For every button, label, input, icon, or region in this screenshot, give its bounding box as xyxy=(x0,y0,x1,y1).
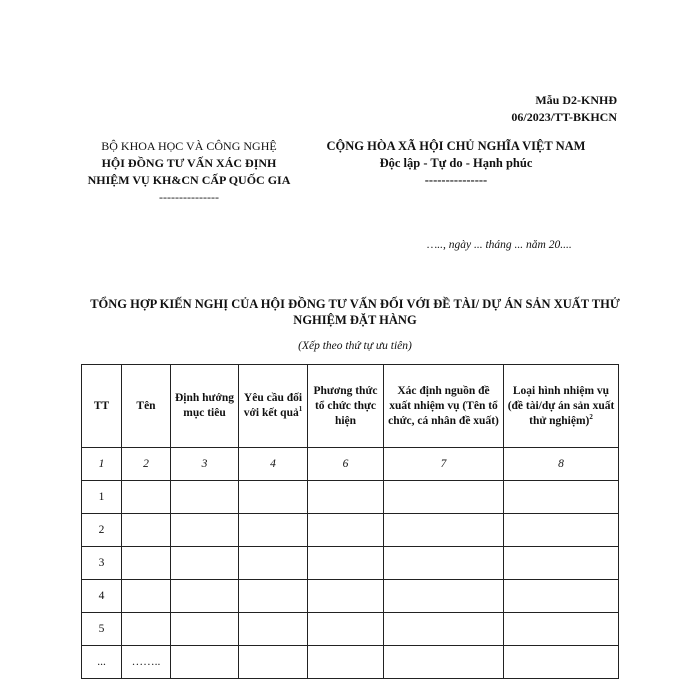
header-orientation: Định hướng mục tiêu xyxy=(171,365,239,448)
header-result-requirement xyxy=(239,365,308,448)
empty-cell xyxy=(239,514,308,547)
table-row xyxy=(82,547,619,580)
empty-cell xyxy=(504,547,619,580)
column-number: 2 xyxy=(122,448,171,481)
empty-cell xyxy=(239,481,308,514)
empty-cell xyxy=(308,547,384,580)
row-index: 4 xyxy=(82,580,122,613)
issuing-agency-header xyxy=(80,138,298,206)
empty-cell xyxy=(384,613,504,646)
header-task-type xyxy=(504,365,619,448)
document-subtitle: (Xếp theo thứ tự ưu tiên) xyxy=(298,340,412,352)
empty-cell xyxy=(171,547,239,580)
empty-cell xyxy=(239,613,308,646)
council-name: HỘI ĐỒNG TƯ VẤN XÁC ĐỊNH NHIỆM VỤ KH&CN CẤP QUỐC GIA xyxy=(87,156,291,187)
empty-cell xyxy=(308,613,384,646)
row-index: 3 xyxy=(82,547,122,580)
form-code xyxy=(511,92,617,126)
empty-cell xyxy=(171,514,239,547)
row-index: 1 xyxy=(82,481,122,514)
row-name-cell xyxy=(122,613,171,646)
national-header xyxy=(305,138,607,189)
left-divider: --------------- xyxy=(159,190,219,204)
column-number: 3 xyxy=(171,448,239,481)
column-number: 7 xyxy=(384,448,504,481)
column-number: 4 xyxy=(239,448,308,481)
column-number: 1 xyxy=(82,448,122,481)
empty-cell xyxy=(308,481,384,514)
empty-cell xyxy=(308,580,384,613)
date-line: ….., ngày ... tháng ... năm 20.... xyxy=(427,239,572,251)
row-index: 5 xyxy=(82,613,122,646)
empty-cell xyxy=(171,613,239,646)
column-number-row xyxy=(82,448,619,481)
header-name: Tên xyxy=(122,365,171,448)
empty-cell xyxy=(171,580,239,613)
empty-cell xyxy=(171,646,239,679)
row-name-cell xyxy=(122,580,171,613)
empty-cell xyxy=(504,613,619,646)
table-row xyxy=(82,481,619,514)
empty-cell xyxy=(384,580,504,613)
header-result-requirement-text: Yêu cầu đối với kết quả xyxy=(243,392,303,419)
header-tt: TT xyxy=(82,365,122,448)
form-code-number: Mẫu D2-KNHĐ xyxy=(535,93,617,107)
footnote-mark-1: 1 xyxy=(298,405,303,414)
row-name-cell: …….. xyxy=(122,646,171,679)
circular-reference: 06/2023/TT-BKHCN xyxy=(511,110,617,124)
ministry-name: BỘ KHOA HỌC VÀ CÔNG NGHỆ xyxy=(101,139,277,153)
empty-cell xyxy=(239,547,308,580)
empty-cell xyxy=(384,514,504,547)
header-task-type-text: Loại hình nhiệm vụ (đề tài/dự án sản xuất thử nghiệm) xyxy=(507,384,615,427)
empty-cell xyxy=(239,580,308,613)
empty-cell xyxy=(504,481,619,514)
row-name-cell xyxy=(122,514,171,547)
right-divider: --------------- xyxy=(424,173,488,187)
table-row xyxy=(82,514,619,547)
table-header-row xyxy=(82,365,619,448)
table-row xyxy=(82,580,619,613)
national-motto: Độc lập - Tự do - Hạnh phúc xyxy=(379,156,533,170)
empty-cell xyxy=(504,514,619,547)
header-proposal-source: Xác định nguồn đề xuất nhiệm vụ (Tên tổ chức, cá nhân đề xuất) xyxy=(384,365,504,448)
empty-cell xyxy=(504,646,619,679)
row-name-cell xyxy=(122,481,171,514)
empty-cell xyxy=(171,481,239,514)
row-name-cell xyxy=(122,547,171,580)
empty-cell xyxy=(308,514,384,547)
table-row xyxy=(82,646,619,679)
header-implementation-method: Phương thức tổ chức thực hiện xyxy=(308,365,384,448)
footnote-mark-2: 2 xyxy=(589,412,593,421)
table-row xyxy=(82,613,619,646)
row-index: 2 xyxy=(82,514,122,547)
empty-cell xyxy=(504,580,619,613)
empty-cell xyxy=(308,646,384,679)
column-number: 6 xyxy=(308,448,384,481)
recommendation-table xyxy=(81,364,619,679)
column-number: 8 xyxy=(504,448,619,481)
country-name: CỘNG HÒA XÃ HỘI CHỦ NGHĨA VIỆT NAM xyxy=(326,139,586,153)
row-index: ... xyxy=(82,646,122,679)
document-title: TỔNG HỢP KIẾN NGHỊ CỦA HỘI ĐỒNG TƯ VẤN ĐỐI VỚI ĐỀ TÀI/ DỰ ÁN SẢN XUẤT THỬ NGHIỆM ĐẶT HÀNG xyxy=(90,297,620,327)
empty-cell xyxy=(384,481,504,514)
empty-cell xyxy=(384,646,504,679)
empty-cell xyxy=(384,547,504,580)
empty-cell xyxy=(239,646,308,679)
